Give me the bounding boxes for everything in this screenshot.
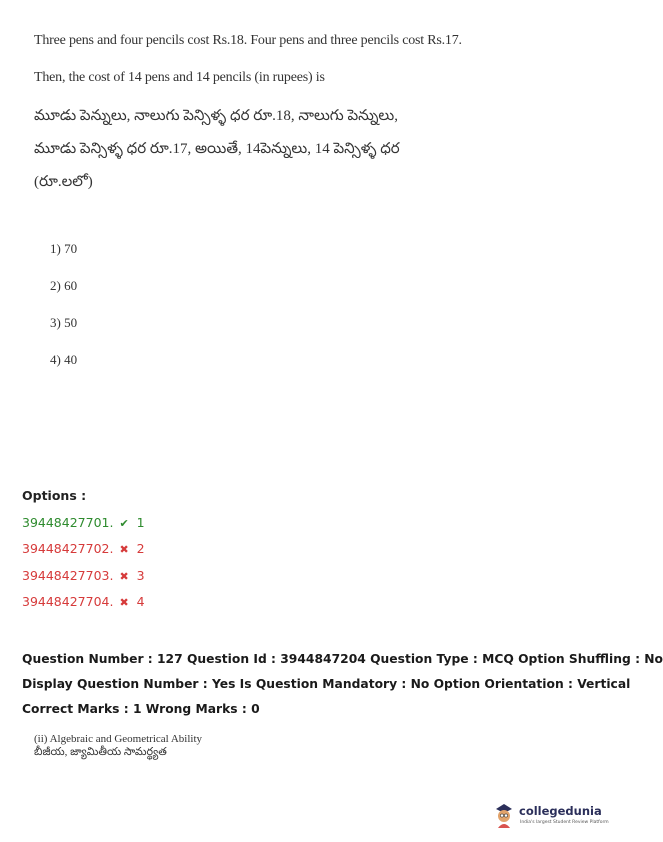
cross-icon: ✖ bbox=[119, 543, 129, 556]
option-id: 39448427703. bbox=[22, 568, 114, 583]
cross-icon: ✖ bbox=[119, 570, 129, 583]
answer-choice-3: 3) 50 bbox=[50, 315, 78, 330]
option-row-2 bbox=[22, 541, 145, 556]
mascot-icon bbox=[493, 801, 515, 829]
question-meta-line1: Question Number : 127 Question Id : 3944847204 Question Type : MCQ Option Shuffling : No bbox=[22, 652, 663, 666]
options-heading: Options : bbox=[22, 488, 87, 503]
option-number: 1 bbox=[136, 515, 145, 530]
collegedunia-logo bbox=[493, 801, 609, 833]
section-label-english: (ii) Algebraic and Geometrical Ability bbox=[34, 733, 203, 745]
option-row-1 bbox=[22, 515, 145, 530]
option-row-3 bbox=[22, 568, 145, 583]
check-icon: ✔ bbox=[119, 517, 129, 530]
option-number: 3 bbox=[136, 568, 145, 583]
question-text-english-line2: Then, the cost of 14 pens and 14 pencils (in rupees) is bbox=[34, 70, 325, 85]
answer-choice-1: 1) 70 bbox=[50, 241, 78, 256]
question-text-telugu-line1: మూడు పెన్నులు, నాలుగు పెన్సిళ్ళ ధర రూ.18, నాలుగు పెన్నులు, bbox=[34, 108, 398, 124]
question-text-telugu-line3: (రూ.లలో) bbox=[34, 174, 93, 190]
option-id: 39448427704. bbox=[22, 594, 114, 609]
answer-choice-2: 2) 60 bbox=[50, 278, 78, 293]
option-number: 4 bbox=[136, 594, 145, 609]
option-id: 39448427702. bbox=[22, 541, 114, 556]
question-meta-line2: Display Question Number : Yes Is Question Mandatory : No Option Orientation : Vertical bbox=[22, 677, 631, 691]
logo-tagline: India's largest Student Review Platform bbox=[520, 820, 609, 825]
cross-icon: ✖ bbox=[119, 596, 129, 609]
section-label-telugu: బీజీయ, జ్యామితీయ సామర్థ్యత bbox=[34, 746, 167, 758]
question-text-english-line1: Three pens and four pencils cost Rs.18. Four pens and three pencils cost Rs.17. bbox=[34, 33, 462, 48]
section-label bbox=[34, 733, 202, 759]
answer-choice-4: 4) 40 bbox=[50, 352, 78, 367]
option-row-4 bbox=[22, 594, 145, 609]
option-id: 39448427701. bbox=[22, 515, 114, 530]
question-meta-line3: Correct Marks : 1 Wrong Marks : 0 bbox=[22, 702, 260, 716]
logo-wordmark: collegedunia bbox=[519, 804, 602, 818]
question-text-telugu-line2: మూడు పెన్సిళ్ళ ధర రూ.17, అయితే, 14పెన్నులు, 14 పెన్సిళ్ళ ధర bbox=[34, 141, 400, 157]
option-number: 2 bbox=[136, 541, 145, 556]
